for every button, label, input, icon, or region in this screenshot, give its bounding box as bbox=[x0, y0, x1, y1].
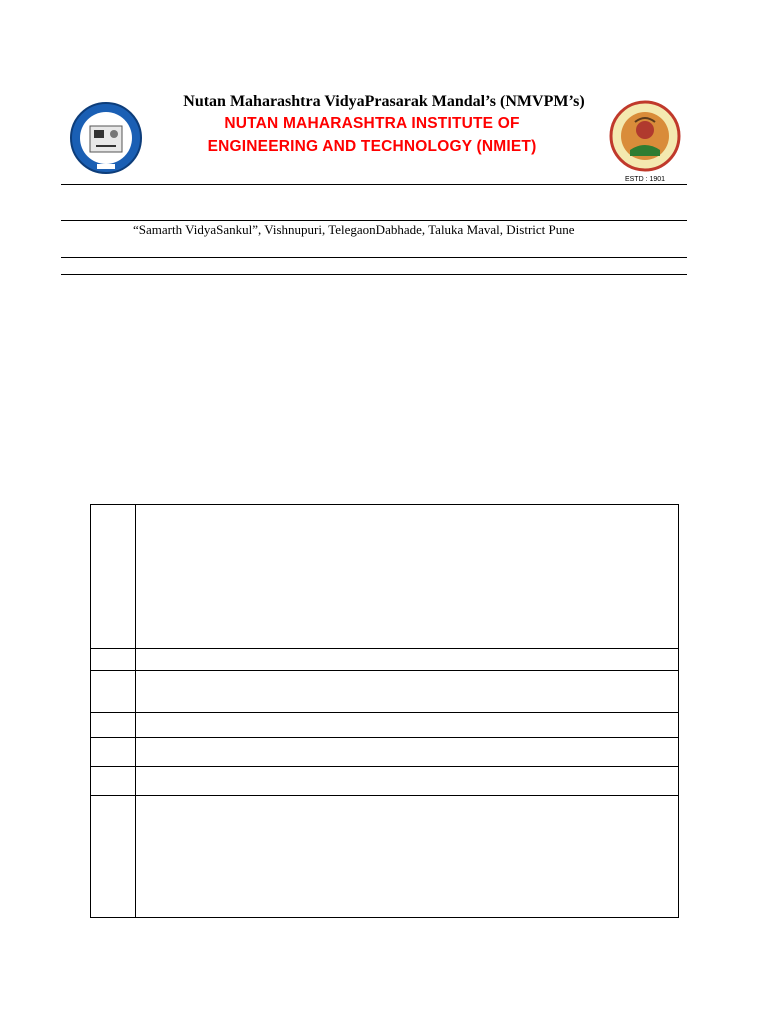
row-content-cell bbox=[136, 796, 679, 918]
row-number-cell bbox=[91, 738, 136, 767]
header-rule-3 bbox=[61, 257, 687, 258]
institute-name-line1: NUTAN MAHARASHTRA INSTITUTE OF bbox=[224, 115, 520, 132]
table-row bbox=[91, 796, 679, 918]
table-row bbox=[91, 738, 679, 767]
estd-label: ESTD : 1901 bbox=[624, 176, 666, 183]
row-number-cell bbox=[91, 649, 136, 671]
row-content-cell bbox=[136, 767, 679, 796]
row-number-cell bbox=[91, 671, 136, 713]
header-rule-4 bbox=[61, 274, 687, 275]
header-rule-1 bbox=[61, 184, 687, 185]
institute-name-line2: ENGINEERING AND TECHNOLOGY (NMIET) bbox=[207, 138, 537, 155]
organization-name: Nutan Maharashtra VidyaPrasarak Mandal’s (NMVPM’s) bbox=[183, 93, 585, 110]
table-row bbox=[91, 671, 679, 713]
society-logo-right bbox=[602, 100, 688, 184]
row-content-cell bbox=[136, 671, 679, 713]
table-row bbox=[91, 713, 679, 738]
institute-logo-left bbox=[70, 100, 142, 180]
row-number-cell bbox=[91, 796, 136, 918]
table-row bbox=[91, 649, 679, 671]
table-row bbox=[91, 505, 679, 649]
row-number-cell bbox=[91, 505, 136, 649]
row-number-cell bbox=[91, 713, 136, 738]
form-table bbox=[90, 504, 679, 918]
row-content-cell bbox=[136, 505, 679, 649]
row-content-cell bbox=[136, 649, 679, 671]
row-content-cell bbox=[136, 738, 679, 767]
row-content-cell bbox=[136, 713, 679, 738]
header-rule-2 bbox=[61, 220, 687, 221]
institute-address: “Samarth VidyaSankul”, Vishnupuri, TelegaonDabhade, Taluka Maval, District Pune bbox=[133, 222, 575, 237]
table-row bbox=[91, 767, 679, 796]
row-number-cell bbox=[91, 767, 136, 796]
